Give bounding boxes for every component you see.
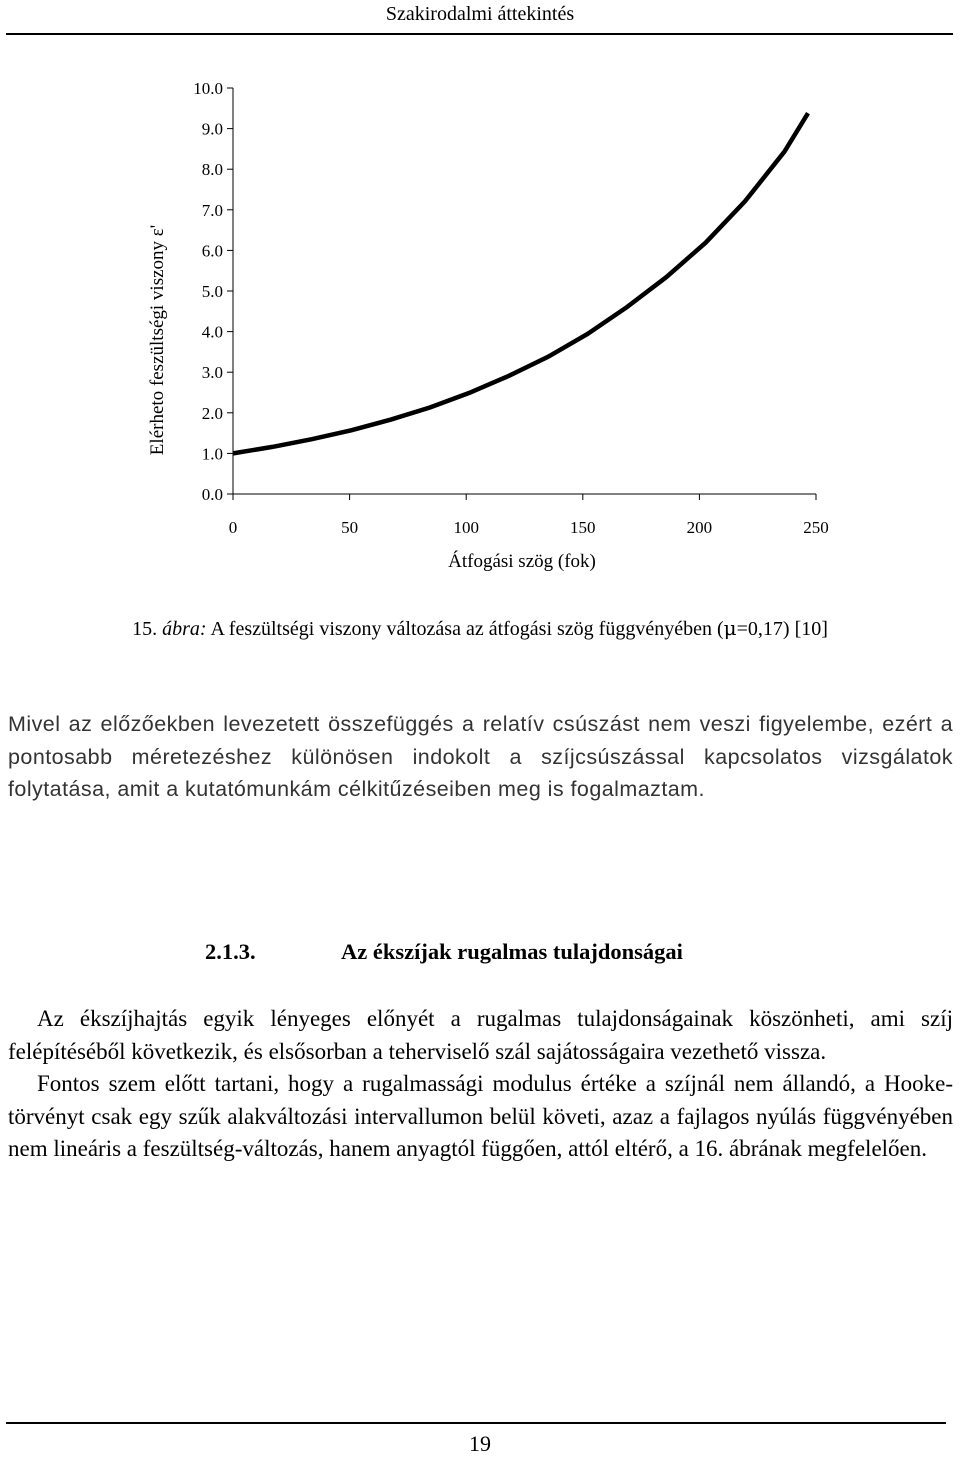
x-tick-label: 0 xyxy=(228,518,238,537)
y-tick-label: 4.0 xyxy=(201,322,223,342)
x-tick-label: 250 xyxy=(803,518,829,537)
y-tick-label: 6.0 xyxy=(201,241,223,261)
caption-number: 15. xyxy=(132,618,158,640)
chart xyxy=(0,60,960,580)
header-rule xyxy=(6,33,953,35)
section-number: 2.1.3. xyxy=(205,939,256,964)
y-axis-label: Elérheto feszültségi viszony ε' xyxy=(147,224,168,456)
y-tick-label: 10.0 xyxy=(193,79,223,98)
x-tick-label: 200 xyxy=(686,518,713,537)
footer-rule xyxy=(6,1422,946,1424)
caption-mu-symbol: μ xyxy=(723,616,737,640)
intro-paragraph: Mivel az előzőekben levezetett összefüggés a relatív csúszást nem veszi figyelembe, ezért a pontosabb méretezéshez különösen indokolt a szíjcsúszással kapcsolatos vizsgálatok folytatása, amit a kutatómunkám célkitűzéseiben meg is fogalmaztam. xyxy=(8,712,953,801)
y-tick-label: 8.0 xyxy=(201,160,223,180)
x-tick-label: 150 xyxy=(570,518,596,537)
section-title: Az ékszíjak rugalmas tulajdonságai xyxy=(341,939,683,964)
y-tick-label: 1.0 xyxy=(201,444,223,464)
page-number: 19 xyxy=(469,1431,491,1456)
body-text xyxy=(8,1003,953,1166)
caption-label: ábra: xyxy=(162,618,207,640)
figure-caption xyxy=(0,614,960,643)
x-ticks xyxy=(229,494,829,537)
y-tick-label: 5.0 xyxy=(201,282,223,301)
y-ticks xyxy=(193,79,233,504)
caption-text-after: =0,17) [10] xyxy=(736,618,828,640)
section-heading xyxy=(205,937,683,967)
caption-text-before: A feszültségi viszony változása az átfogási szög függvényében ( xyxy=(210,618,724,640)
y-tick-label: 3.0 xyxy=(201,363,223,383)
x-axis-label: Átfogási szög (fok) xyxy=(448,551,596,572)
y-tick-label: 9.0 xyxy=(201,119,223,139)
series-line xyxy=(233,113,808,453)
body-paragraph: Az ékszíjhajtás egyik lényeges előnyét a rugalmas tulajdonságainak köszönheti, ami szíj felépítéséből következik, és elsősorban a teherviselő szál sajátosságaira vezethető vissza. xyxy=(8,1006,953,1064)
x-tick-label: 50 xyxy=(341,518,359,537)
running-header: Szakirodalmi áttekintés xyxy=(385,3,575,25)
x-tick-label: 100 xyxy=(453,518,479,537)
y-tick-label: 2.0 xyxy=(201,403,223,423)
body-paragraph: Fontos szem előtt tartani, hogy a rugalmassági modulus értéke a szíjnál nem állandó, a Hooke-törvényt csak egy szűk alakváltozási intervallumon belül követi, azaz a fajlagos nyúlás függvényében nem lineáris a feszültség-változás, hanem anyagtól függően, attól eltérő, a 16. ábrának megfelelően. xyxy=(8,1071,953,1162)
y-tick-label: 0.0 xyxy=(201,485,223,504)
y-tick-label: 7.0 xyxy=(201,200,223,220)
